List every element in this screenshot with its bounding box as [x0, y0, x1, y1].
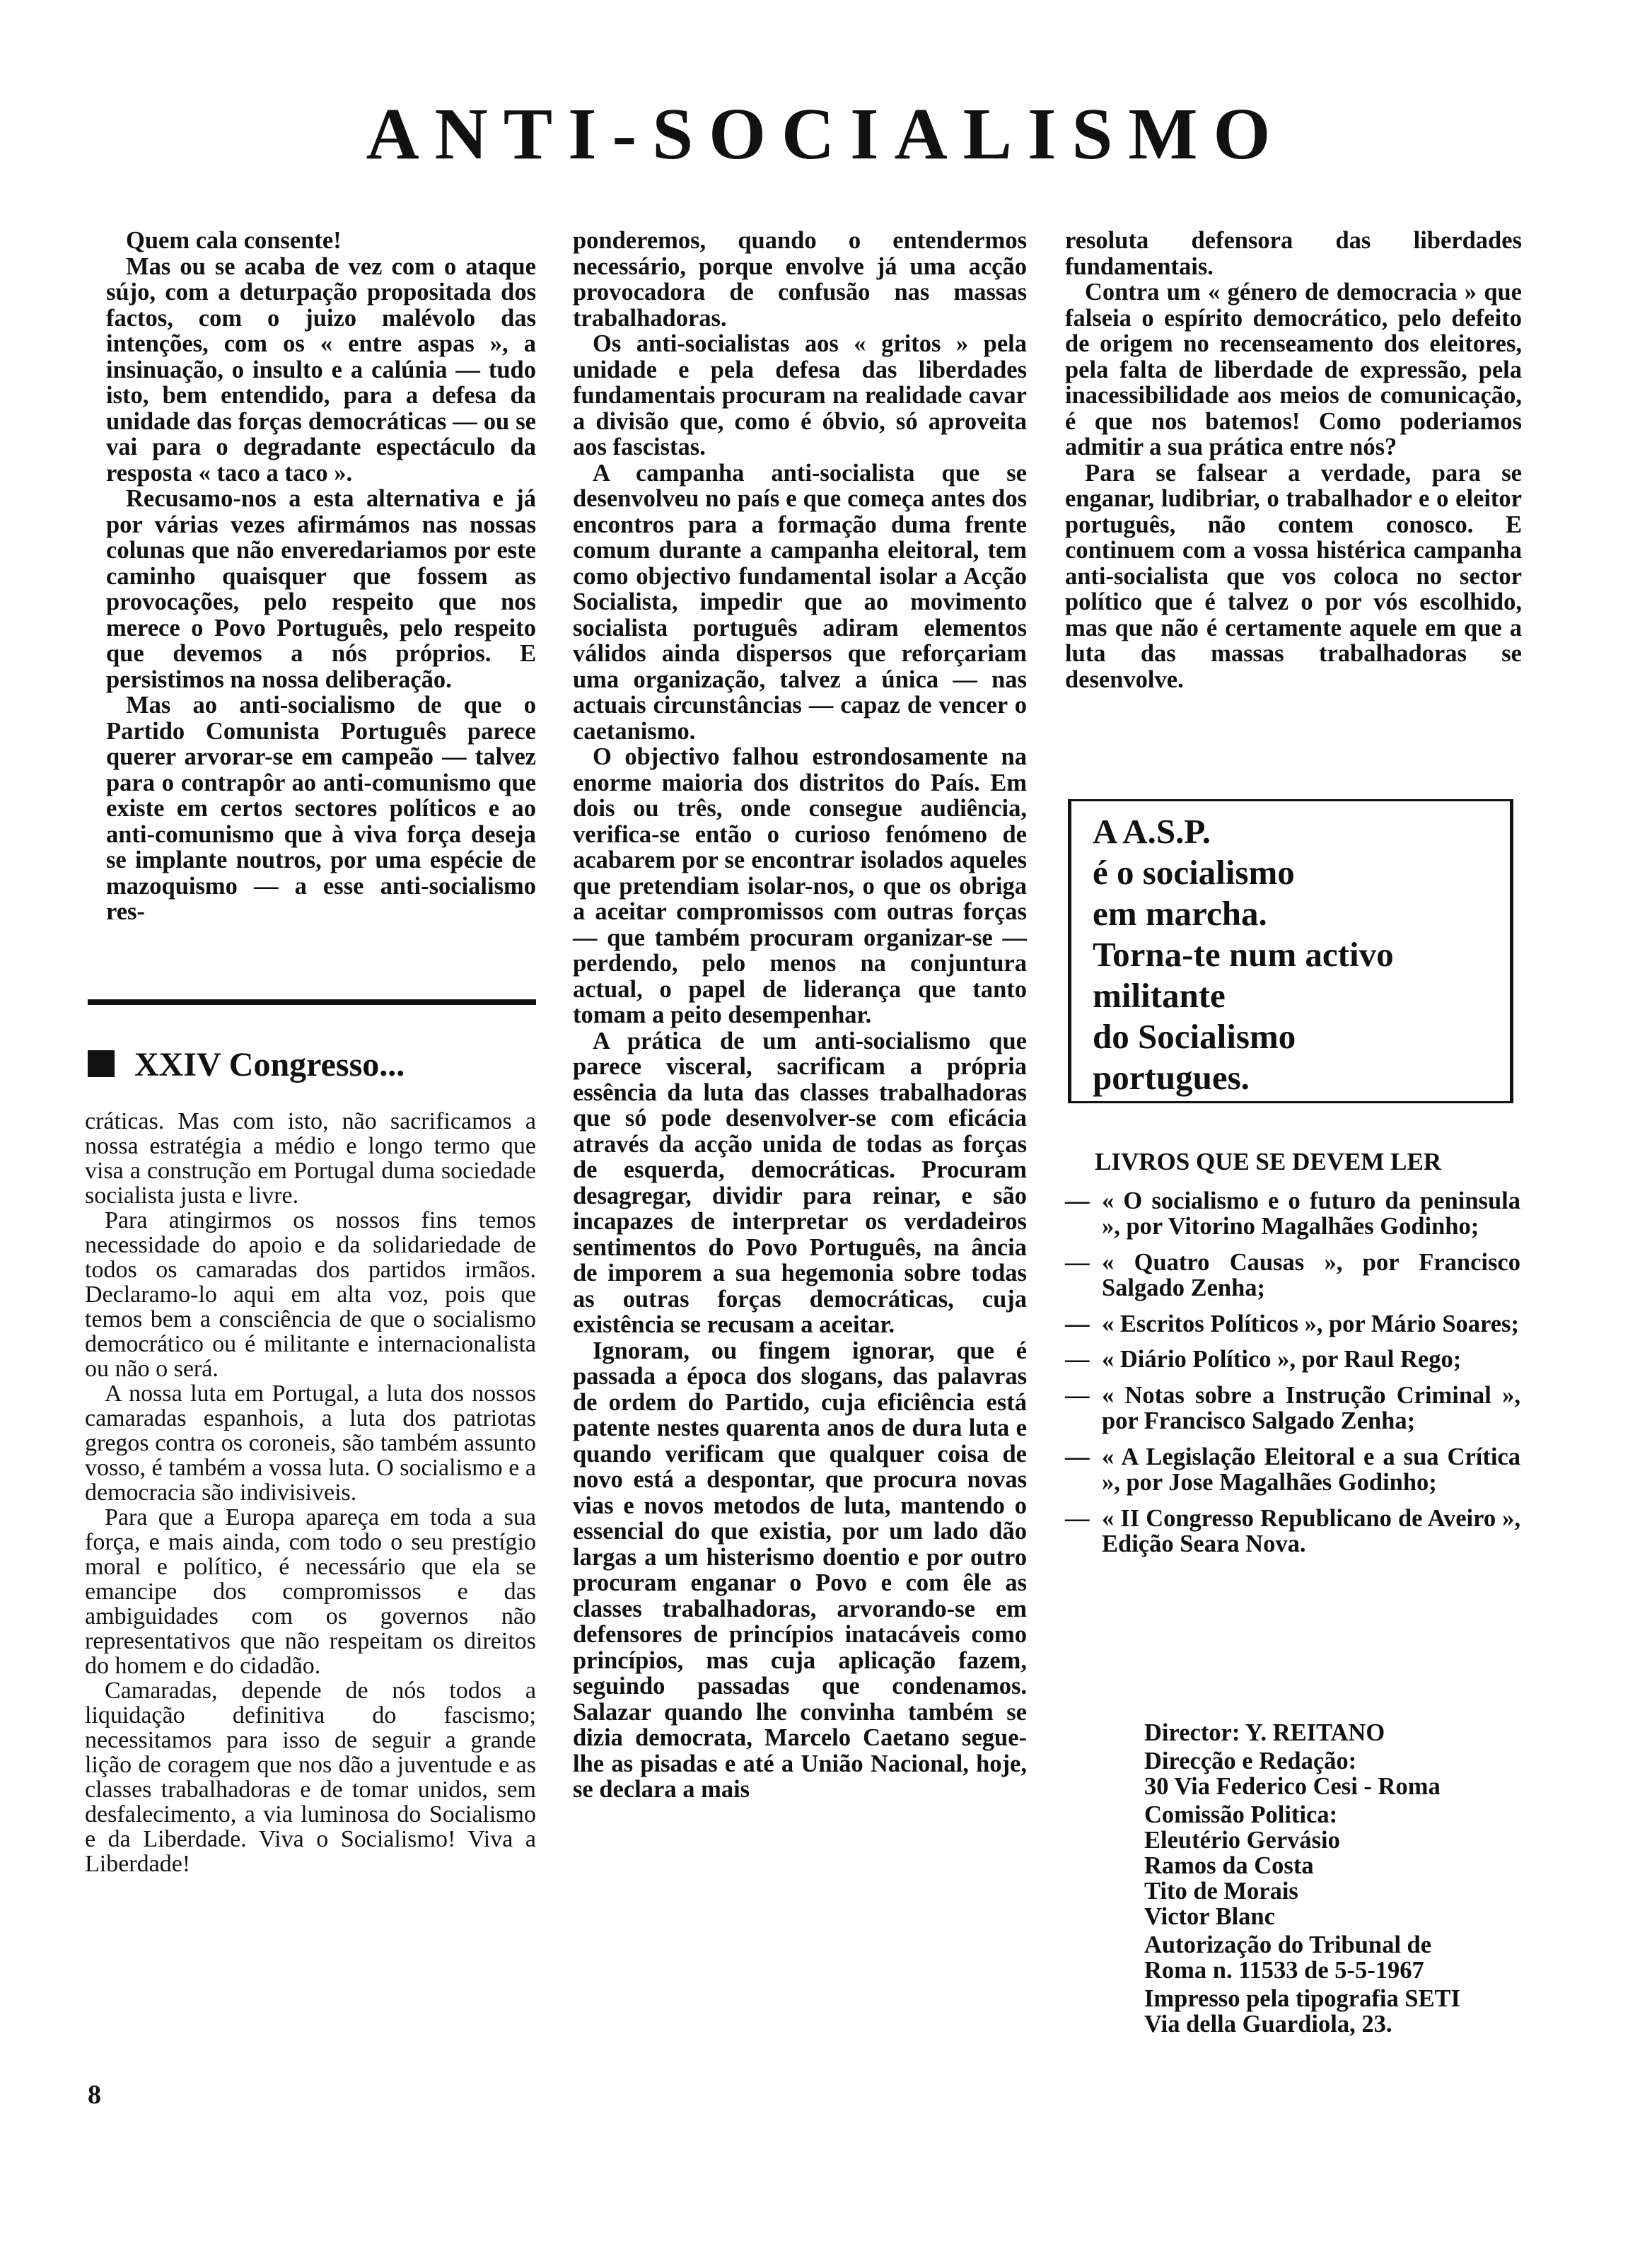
- paragraph: Os anti-socialistas aos « gritos » pela unidade e pela defesa das liberdades fundamentais procuram na realidade cavar a divisão que, como é óbvio, só aproveita aos fascistas.: [573, 330, 1027, 460]
- list-item: — « A Legislação Eleitoral e a sua Crítica », por Jose Magalhães Godinho;: [1065, 1444, 1520, 1496]
- reading-list-heading: LIVROS QUE SE DEVEM LER: [1095, 1148, 1442, 1175]
- promo-line: em marcha.: [1093, 894, 1267, 933]
- paragraph: Recusamo-nos a esta alternativa e já por várias vezes afirmámos nas nossas colunas que não enveredariamos por este caminho quaisquer que fossem as provocações, pelo respeito que nos merece o Povo Português, pelo respeito que devemos a nós próprios. E persistimos na nossa deliberação.: [106, 485, 536, 693]
- paragraph: resoluta defensora das liberdades fundamentais.: [1065, 227, 1522, 280]
- colophon-autorizacao: Roma n. 11533 de 5-5-1967: [1144, 1957, 1424, 1984]
- colophon-autorizacao: Autorização do Tribunal de: [1144, 1931, 1432, 1958]
- colophon-impresso: Via della Guardiola, 23.: [1144, 2011, 1392, 2038]
- page-number: 8: [88, 2080, 101, 2110]
- section-divider: [88, 999, 536, 1005]
- promo-line: militante: [1093, 976, 1226, 1015]
- paragraph: Quem cala consente!: [126, 227, 342, 254]
- colophon-comissao-member: Tito de Morais: [1144, 1878, 1298, 1905]
- promo-line: portugues.: [1093, 1058, 1250, 1097]
- asp-promo-box: [1068, 799, 1513, 1103]
- colophon-comissao-label: Comissão Politica:: [1144, 1801, 1338, 1828]
- paragraph: Contra um « género de democracia » que falseia o espírito democrático, pelo defeito de origem no recenseamento dos eleitores, pela falta de liberdade de expressão, pela inacessibilidade aos meios de comunicação, é que nos batemos! Como poderiamos admitir a sua prática entre nós?: [1065, 279, 1522, 460]
- list-item: — « II Congresso Republicano de Aveiro », Edição Seara Nova.: [1065, 1506, 1520, 1557]
- colophon-comissao-member: Eleutério Gervásio: [1144, 1827, 1340, 1854]
- paragraph: cráticas. Mas com isto, não sacrificamos a nossa estratégia a médio e longo termo que visa a construção em Portugal duma sociedade socialista justa e livre.: [85, 1108, 536, 1209]
- list-item: — « Escritos Políticos », por Mário Soares;: [1065, 1311, 1520, 1337]
- paragraph: Mas ou se acaba de vez com o ataque sújo, com a deturpação propositada dos factos, com o juizo malévolo das intenções, com os « entre aspas », a insinuação, o insulto e a calúnia — tudo isto, bem entendido, para a defesa da unidade das forças democráticas — ou se vai para o degradante espectáculo da resposta « taco a taco ».: [106, 252, 536, 487]
- paragraph: A nossa luta em Portugal, a luta dos nossos camaradas espanhois, a luta dos patriotas gregos contra os coroneis, são também assunto vosso, é também a vossa luta. O socialismo e a democracia são indivisiveis.: [85, 1381, 536, 1506]
- article-column-3: [1065, 228, 1522, 692]
- colophon: [1144, 1720, 1526, 2037]
- square-bullet-icon: [88, 1050, 115, 1077]
- paragraph: A prática de um anti-socialismo que parece visceral, sacrificam a própria essência da luta das classes trabalhadoras que só pode desenvolver-se com eficácia através da acção unida de todas as forças de esquerda, democráticas. Procuram desagregar, dividir para reinar, e são incapazes de interpretar os verdadeiros sentimentos do Povo Português, na ância de imporem a sua hegemonia sobre todas as outras forças democráticas, cuja existência se recusam a aceitar.: [573, 1027, 1027, 1338]
- promo-line: do Socialismo: [1093, 1017, 1296, 1056]
- list-item: — « Quatro Causas », por Francisco Salgado Zenha;: [1065, 1250, 1520, 1301]
- reading-list: [1065, 1149, 1520, 1567]
- paragraph: Camaradas, depende de nós todos a liquidação definitiva do fascismo; necessitamos para isso de seguir a grande lição de coragem que nos dão a juventude e as classes trabalhadoras e de tomar unidos, sem desfalecimento, a via luminosa do Socialismo e da Liberdade. Viva o Socialismo! Viva a Liberdade!: [85, 1678, 536, 1877]
- list-item: — « Diário Político », por Raul Rego;: [1065, 1347, 1520, 1373]
- reading-list-items: [1065, 1188, 1520, 1557]
- colophon-impresso: Impresso pela tipografia SETI: [1144, 1985, 1460, 2012]
- article-column-1: [106, 228, 536, 925]
- paragraph: Para atingirmos os nossos fins temos necessidade do apoio e da solidariedade de todos os camaradas dos partidos irmãos. Declaramo-lo aqui em alta voz, pois que temos bem a consciência de que o socialismo democrático ou é militante e internacionalista ou não o será.: [85, 1207, 536, 1382]
- article-column-2: [573, 228, 1027, 1803]
- promo-line: é o socialismo: [1093, 853, 1295, 892]
- promo-line: Torna-te num activo: [1093, 935, 1394, 974]
- colophon-direccao-address: 30 Via Federico Cesi - Roma: [1144, 1773, 1441, 1800]
- paragraph: Ignoram, ou fingem ignorar, que é passada a época dos slogans, das palavras de ordem do Partido, cuja eficiência está patente nestes quarenta anos de dura luta e quando verificam que qualquer coisa de novo está a despontar, que procura novas vias e novos metodos de luta, mantendo o essencial do que existia, por um lado dão largas a um histerismo doentio e por outro procuram enganar o Povo e com êle as classes trabalhadoras, arvorando-se em defensores de princípios inatacáveis como princípios, mas cuja aplicação fazem, seguindo passadas que condenamos. Salazar quando lhe convinha também se dizia democrata, Marcelo Caetano segue-lhe as pisadas e até a União Nacional, hoje, se declara a mais: [573, 1337, 1027, 1803]
- list-item: — « O socialismo e o futuro da peninsula », por Vitorino Magalhães Godinho;: [1065, 1188, 1520, 1240]
- congress-speech-column: [85, 1109, 536, 1876]
- colophon-comissao-member: Victor Blanc: [1144, 1903, 1275, 1930]
- article-title: ANTI-SOCIALISMO: [366, 93, 1286, 175]
- promo-line: A A.S.P.: [1093, 812, 1211, 851]
- colophon-direccao-label: Direcção e Redação:: [1144, 1748, 1357, 1774]
- colophon-director: Director: Y. REITANO: [1144, 1719, 1385, 1746]
- section-heading-text: XXIV Congresso...: [134, 1046, 405, 1083]
- paragraph: Para que a Europa apareça em toda a sua força, e mais ainda, com todo o seu prestígio moral e político, é necessário que ela se emancipe dos compromissos e das ambiguidades com os governos não representativos que não respeitam os direitos do homem e do cidadão.: [85, 1504, 536, 1679]
- colophon-comissao-member: Ramos da Costa: [1144, 1852, 1314, 1879]
- paragraph: O objectivo falhou estrondosamente na enorme maioria dos distritos do País. Em dois ou três, onde consegue audiência, verifica-se então o curioso fenómeno de acabarem por se encontrar isolados aqueles que pretendiam isolar-nos, o que os obriga a aceitar compromissos com outras forças — que também procuram organizar-se — perdendo, pelo menos na conjuntura actual, o papel de liderança que tanto tomam a peito desempenhar.: [573, 743, 1027, 1028]
- paragraph: A campanha anti-socialista que se desenvolveu no país e que começa antes dos encontros para a formação duma frente comum durante a campanha eleitoral, tem como objectivo fundamental isolar a Acção Socialista, impedir que ao movimento socialista português adiram elementos válidos ainda dispersos que reforçariam uma organização, talvez a única — nas actuais circunstâncias — capaz de vencer o caetanismo.: [573, 459, 1027, 745]
- paragraph: Para se falsear a verdade, para se enganar, ludibriar, o trabalhador e o eleitor português, não contem conosco. E continuem com a vossa histérica campanha anti-socialista que vos coloca no sector político que é talvez o por vós escolhido, mas que não é certamente aquele em que a luta das massas trabalhadoras se desenvolve.: [1065, 459, 1522, 693]
- list-item: — « Notas sobre a Instrução Criminal », por Francisco Salgado Zenha;: [1065, 1383, 1520, 1434]
- section-heading: [88, 1044, 405, 1086]
- paragraph: ponderemos, quando o entendermos necessário, porque envolve já uma acção provocadora de confusão nas massas trabalhadoras.: [573, 227, 1027, 332]
- paragraph: Mas ao anti-socialismo de que o Partido Comunista Português parece querer arvorar-se em campeão — talvez para o contrapôr ao anti-comunismo que existe em certos sectores políticos e ao anti-comunismo que à viva força deseja se implante noutros, por uma espécie de mazoquismo — a esse anti-socialismo res-: [106, 692, 536, 925]
